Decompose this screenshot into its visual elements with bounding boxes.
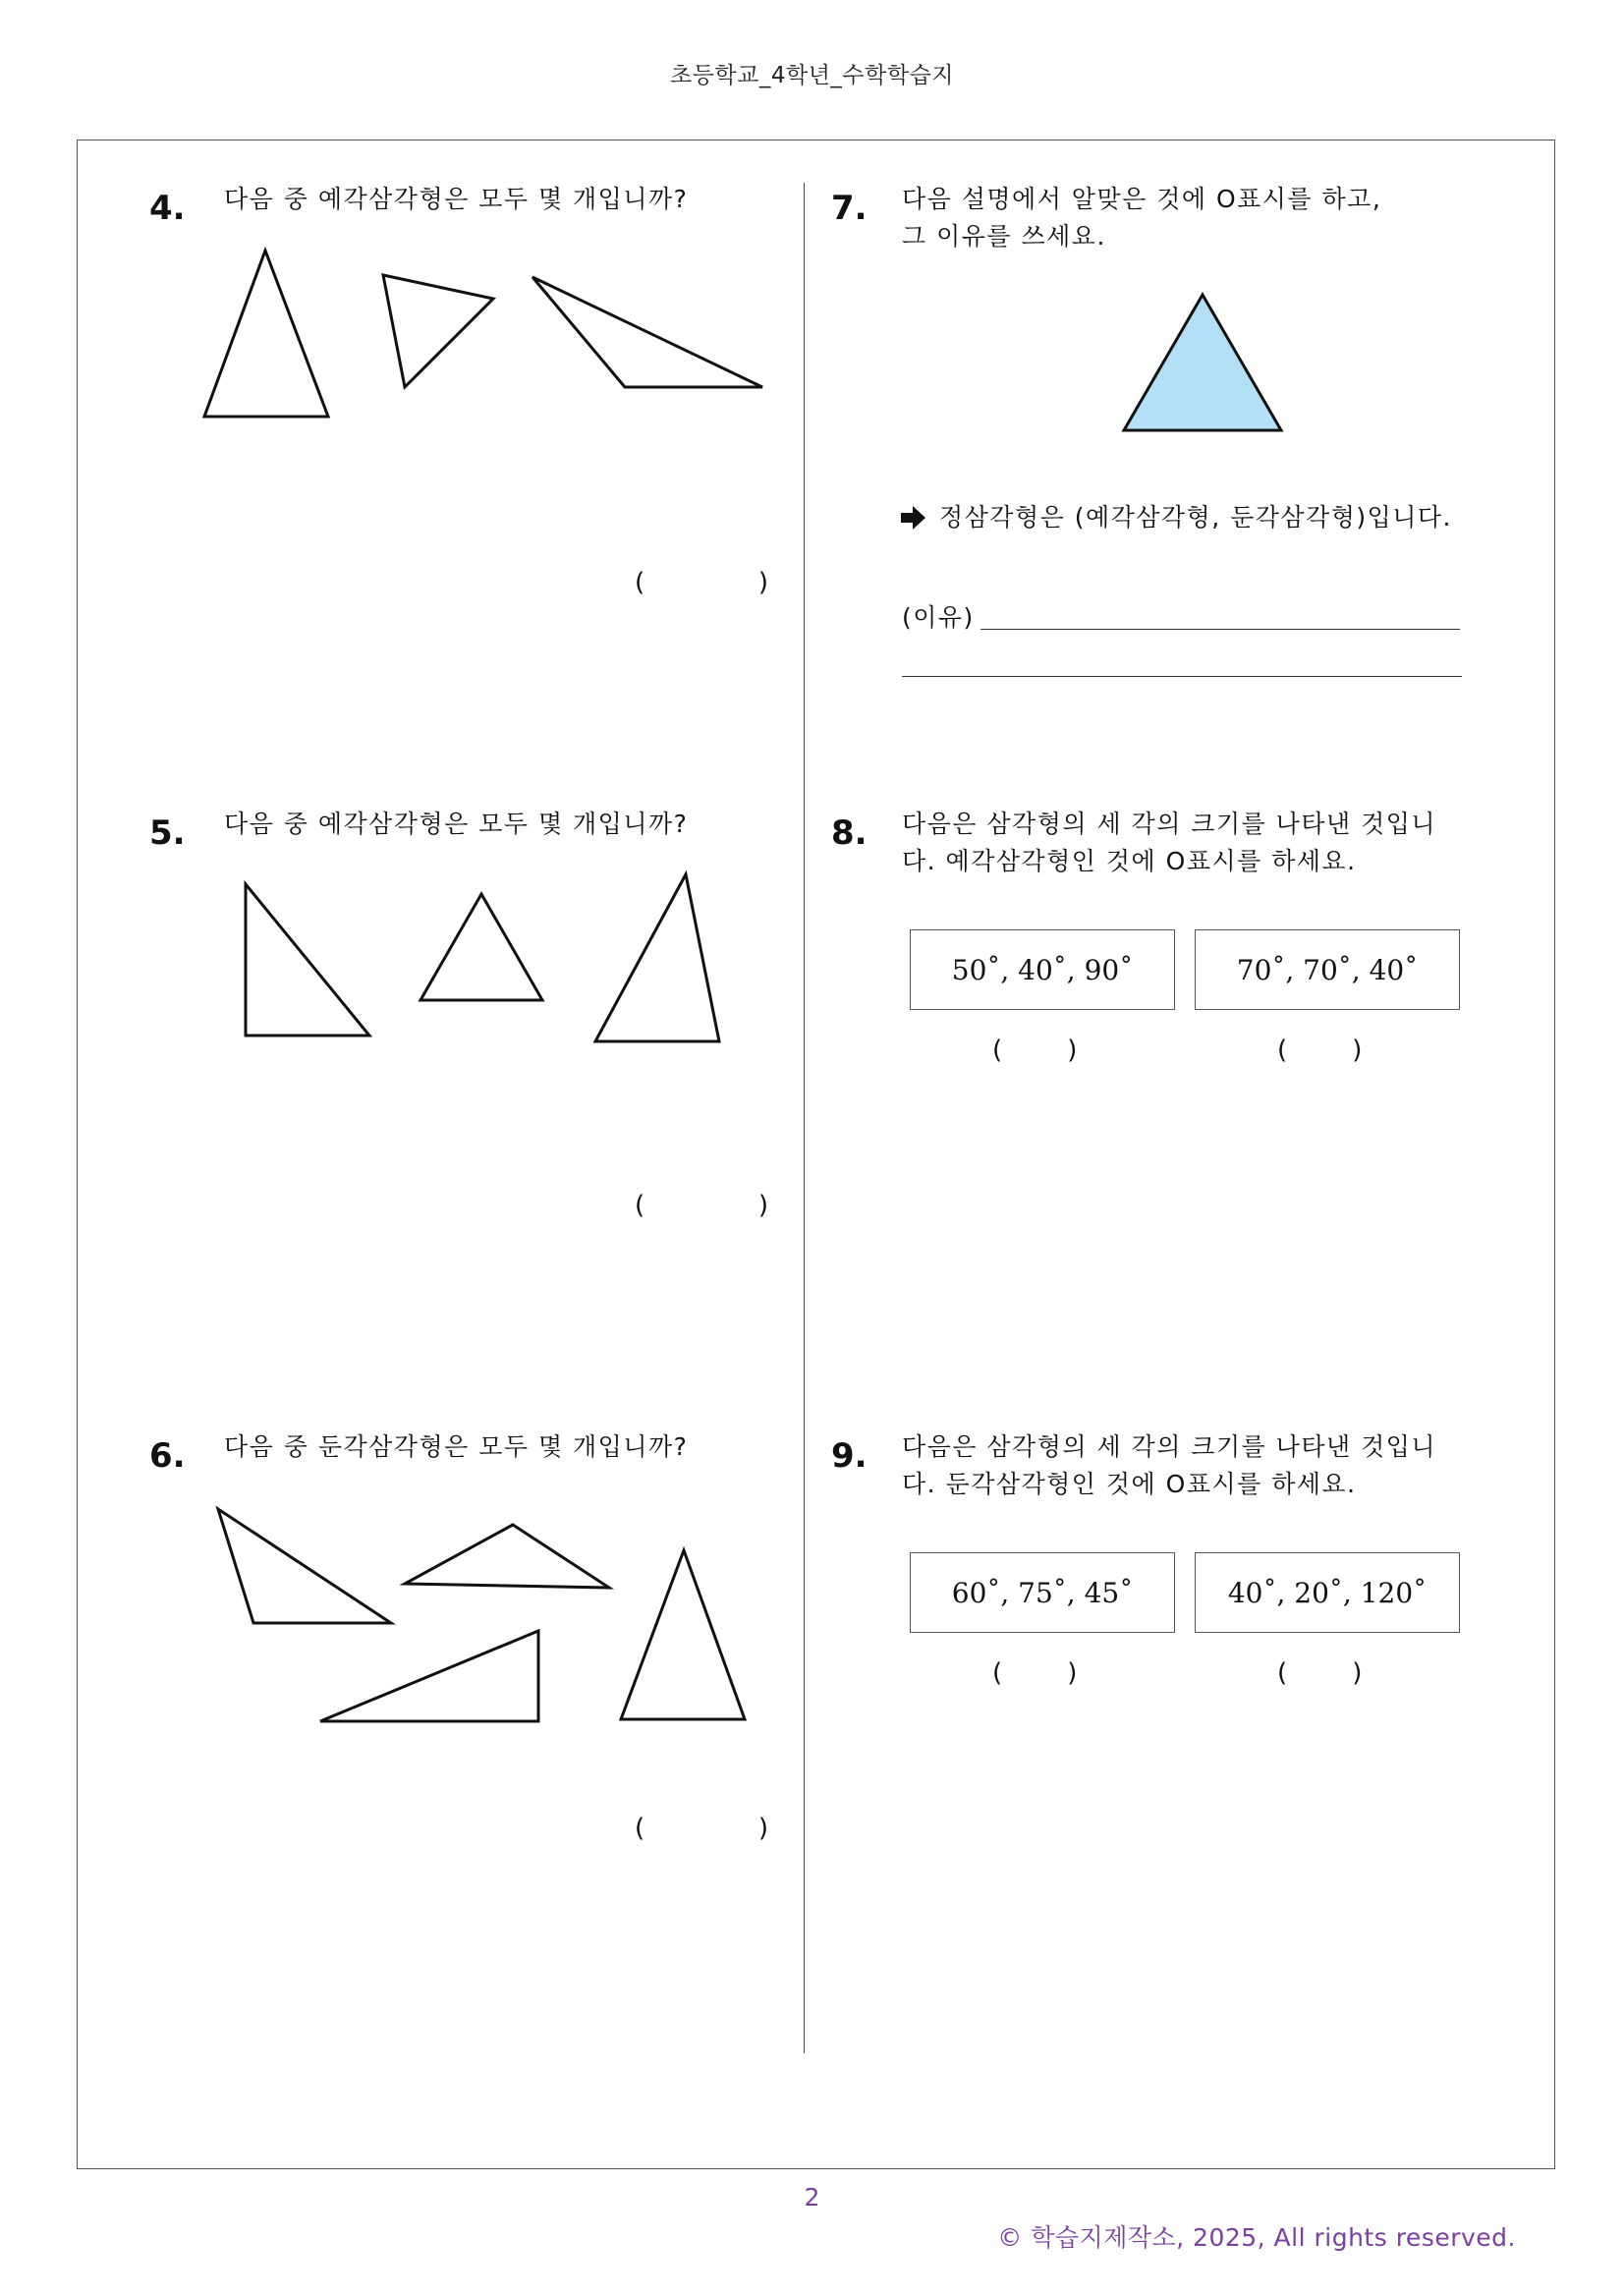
- question-9-answer-blank-2[interactable]: ( ): [1277, 1658, 1363, 1688]
- right-arrow-icon: [901, 506, 926, 530]
- page-number: 2: [804, 2183, 820, 2212]
- triangle-4c: [532, 277, 762, 387]
- question-9-text-line1: 다음은 삼각형의 세 각의 크기를 나타낸 것입니: [902, 1432, 1437, 1461]
- triangle-5c: [595, 874, 719, 1041]
- question-4-answer-blank[interactable]: ( ): [635, 568, 768, 597]
- question-8-answer-blank-2[interactable]: ( ): [1277, 1036, 1363, 1065]
- question-8-angle-box-1: 50˚, 40˚, 90˚: [910, 929, 1175, 1010]
- question-5-text: 다음 중 예각삼각형은 모두 몇 개입니까?: [224, 810, 689, 838]
- question-9-number: 9.: [831, 1436, 868, 1476]
- question-9-angle-box-2: 40˚, 20˚, 120˚: [1195, 1552, 1460, 1633]
- question-6-answer-blank[interactable]: ( ): [635, 1814, 768, 1843]
- question-7-reason-label: (이유): [902, 603, 975, 632]
- question-8-text-line2: 다. 예각삼각형인 것에 O표시를 하세요.: [902, 847, 1357, 875]
- triangle-6b: [405, 1525, 609, 1588]
- reason-line-1[interactable]: [980, 629, 1460, 630]
- worksheet-header: 초등학교_4학년_수학학습지: [669, 63, 955, 88]
- question-7-number: 7.: [831, 189, 868, 228]
- triangle-4a: [204, 251, 328, 417]
- copyright-notice: © 학습지제작소, 2025, All rights reserved.: [997, 2223, 1516, 2252]
- triangle-5a: [246, 884, 369, 1036]
- question-6-number: 6.: [149, 1436, 186, 1476]
- question-8-angle-box-2: 70˚, 70˚, 40˚: [1195, 929, 1460, 1010]
- equilateral-triangle-figure: [1110, 285, 1307, 442]
- question-9-angle-box-1: 60˚, 75˚, 45˚: [910, 1552, 1175, 1633]
- question-4-text: 다음 중 예각삼각형은 모두 몇 개입니까?: [224, 185, 689, 213]
- question-4-triangles: [187, 236, 786, 432]
- equilateral-triangle: [1124, 295, 1281, 430]
- question-5-answer-blank[interactable]: ( ): [635, 1191, 768, 1220]
- triangle-4b: [383, 275, 493, 387]
- question-5-triangles: [216, 855, 747, 1051]
- question-8-number: 8.: [831, 813, 868, 853]
- question-8-text-line1: 다음은 삼각형의 세 각의 크기를 나타낸 것입니: [902, 810, 1437, 838]
- question-9-answer-blank-1[interactable]: ( ): [992, 1658, 1078, 1688]
- question-5-number: 5.: [149, 813, 186, 853]
- triangle-6d: [621, 1550, 745, 1719]
- question-7-statement[interactable]: 정삼각형은 (예각삼각형, 둔각삼각형)입니다.: [939, 503, 1452, 532]
- question-9-text-line2: 다. 둔각삼각형인 것에 O표시를 하세요.: [902, 1470, 1357, 1498]
- question-7-text-line2: 그 이유를 쓰세요.: [902, 222, 1106, 251]
- question-6-triangles: [196, 1493, 766, 1729]
- triangle-5b: [420, 894, 542, 1000]
- question-6-text: 다음 중 둔각삼각형은 모두 몇 개입니까?: [224, 1432, 689, 1461]
- question-4-number: 4.: [149, 189, 186, 228]
- triangle-6c: [320, 1631, 538, 1721]
- reason-line-2[interactable]: [902, 676, 1462, 677]
- question-8-answer-blank-1[interactable]: ( ): [992, 1036, 1078, 1065]
- column-divider: [804, 183, 805, 2053]
- triangle-6a: [218, 1509, 391, 1623]
- question-7-text-line1: 다음 설명에서 알맞은 것에 O표시를 하고,: [902, 185, 1382, 213]
- worksheet-frame: [77, 140, 1555, 2169]
